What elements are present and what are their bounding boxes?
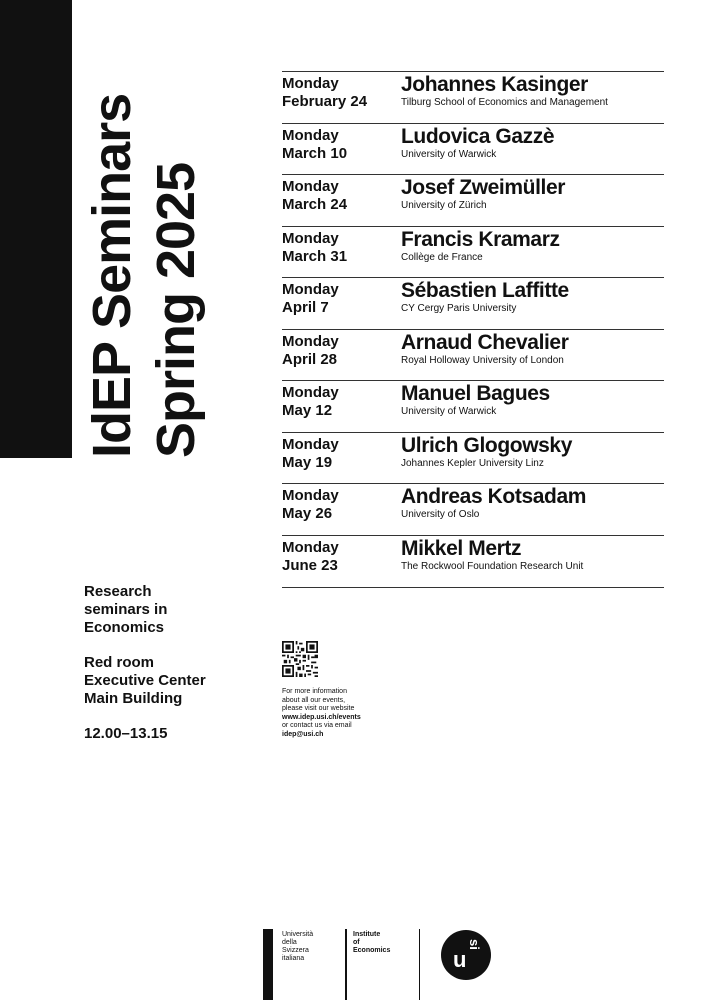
- poster-title: [80, 94, 208, 458]
- seminar-day: Monday: [282, 332, 339, 350]
- seminar-row: [282, 277, 664, 329]
- seminar-day: Monday: [282, 126, 339, 144]
- seminar-row: [282, 71, 664, 123]
- institute-name: Institute of Economics: [353, 931, 391, 954]
- speaker-affiliation: University of Oslo: [401, 509, 480, 520]
- seminar-date: May 12: [282, 402, 333, 419]
- speaker-name: Francis Kramarz: [401, 227, 560, 251]
- speaker-affiliation: University of Zürich: [401, 200, 487, 211]
- speaker-name: Arnaud Chevalier: [401, 330, 569, 354]
- seminar-day: Monday: [282, 435, 339, 453]
- footer-divider-2: [419, 929, 420, 1000]
- footer-black-bar: [263, 929, 273, 1000]
- speaker-name: Ulrich Glogowsky: [401, 433, 572, 457]
- speaker-affiliation: Tilburg School of Economics and Management: [401, 97, 608, 108]
- more-info-text: For more information about all our events, please visit our website www.idep.usi.ch/events or contact us via email idep@usi.ch: [282, 688, 361, 738]
- svg-text:si: si: [467, 939, 482, 950]
- footer-divider: [345, 929, 347, 1000]
- seminar-date: February 24: [282, 93, 368, 110]
- seminar-date: March 10: [282, 144, 348, 162]
- location: Red room Executive Center Main Building: [84, 654, 206, 707]
- seminar-schedule: [282, 71, 664, 588]
- speaker-affiliation: CY Cergy Paris University: [401, 303, 517, 314]
- speaker-name: Johannes Kasinger: [401, 73, 588, 96]
- time: 12.00–13.15: [84, 725, 168, 742]
- speaker-name: Manuel Bagues: [401, 382, 550, 405]
- seminar-date: June 23: [282, 556, 338, 574]
- seminar-date: March 31: [282, 247, 348, 265]
- seminar-row: [282, 329, 664, 381]
- speaker-name: Andreas Kotsadam: [401, 485, 586, 508]
- speaker-affiliation: Collège de France: [401, 251, 483, 263]
- seminar-day: Monday: [282, 229, 339, 247]
- seminar-row: [282, 483, 664, 535]
- speaker-affiliation: University of Warwick: [401, 406, 497, 417]
- speaker-name: Sébastien Laffitte: [401, 279, 569, 302]
- black-side-bar: [0, 0, 72, 458]
- description: Research seminars in Economics: [84, 583, 168, 636]
- seminar-date: May 26: [282, 505, 333, 522]
- seminar-info: [84, 583, 206, 760]
- seminar-day: Monday: [282, 75, 339, 92]
- seminar-day: Monday: [282, 487, 339, 504]
- usi-logo-icon: [441, 930, 491, 980]
- speaker-name: Mikkel Mertz: [401, 536, 522, 560]
- seminar-row: [282, 174, 664, 226]
- seminar-day: Monday: [282, 538, 339, 556]
- speaker-name: Ludovica Gazzè: [401, 124, 555, 148]
- seminar-day: Monday: [282, 384, 339, 401]
- seminar-date: April 28: [282, 350, 338, 368]
- seminar-row: [282, 535, 664, 588]
- title-line-2: Spring 2025: [146, 162, 206, 458]
- speaker-affiliation: University of Warwick: [401, 148, 497, 160]
- speaker-affiliation: The Rockwool Foundation Research Unit: [401, 560, 584, 572]
- seminar-date: May 19: [282, 453, 333, 471]
- website-link[interactable]: www.idep.usi.ch/events: [282, 713, 361, 721]
- qr-code-icon[interactable]: [282, 641, 318, 677]
- seminar-row: [282, 380, 664, 432]
- svg-text:u: u: [453, 947, 467, 972]
- seminar-row: [282, 432, 664, 484]
- speaker-affiliation: Johannes Kepler University Linz: [401, 457, 544, 469]
- speaker-name: Josef Zweimüller: [401, 176, 565, 199]
- seminar-day: Monday: [282, 281, 339, 298]
- seminar-date: April 7: [282, 299, 329, 316]
- seminar-row: [282, 123, 664, 175]
- university-name: Università della Svizzera italiana: [282, 931, 314, 962]
- email-link[interactable]: idep@usi.ch: [282, 730, 324, 738]
- title-line-1: IdEP Seminars: [82, 93, 142, 458]
- seminar-day: Monday: [282, 178, 339, 195]
- seminar-row: [282, 226, 664, 278]
- speaker-affiliation: Royal Holloway University of London: [401, 354, 564, 366]
- seminar-date: March 24: [282, 196, 348, 213]
